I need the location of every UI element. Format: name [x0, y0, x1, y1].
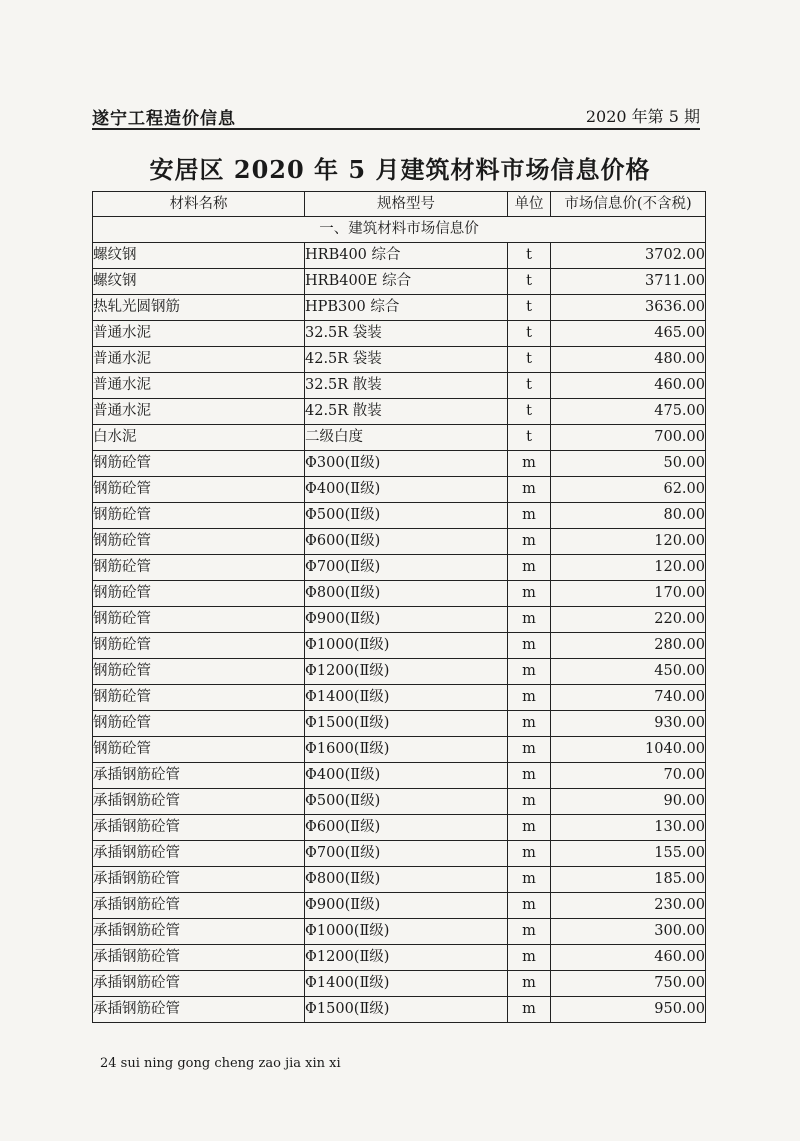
table-row	[93, 243, 706, 269]
material-name-cell: 钢筋砼管	[93, 451, 305, 477]
price-cell: 90.00	[551, 789, 706, 815]
table-row	[93, 451, 706, 477]
page-footer: 24 sui ning gong cheng zao jia xin xi	[100, 1056, 341, 1071]
material-name-cell: 普通水泥	[93, 321, 305, 347]
unit-cell: m	[508, 659, 551, 685]
price-cell: 62.00	[551, 477, 706, 503]
price-cell: 170.00	[551, 581, 706, 607]
material-name-cell: 钢筋砼管	[93, 581, 305, 607]
material-name-cell: 承插钢筋砼管	[93, 815, 305, 841]
table-row	[93, 373, 706, 399]
spec-cell: Φ1000(Ⅱ级)	[305, 919, 508, 945]
unit-cell: m	[508, 919, 551, 945]
column-header-price: 市场信息价(不含税)	[551, 192, 706, 217]
price-cell: 460.00	[551, 373, 706, 399]
spec-cell: Φ500(Ⅱ级)	[305, 503, 508, 529]
price-cell: 450.00	[551, 659, 706, 685]
spec-cell: Φ800(Ⅱ级)	[305, 867, 508, 893]
material-name-cell: 承插钢筋砼管	[93, 997, 305, 1023]
table-body	[93, 217, 706, 1023]
spec-cell: Φ400(Ⅱ级)	[305, 477, 508, 503]
table-row	[93, 347, 706, 373]
price-cell: 220.00	[551, 607, 706, 633]
price-cell: 475.00	[551, 399, 706, 425]
table-row	[93, 737, 706, 763]
price-cell: 740.00	[551, 685, 706, 711]
material-name-cell: 承插钢筋砼管	[93, 867, 305, 893]
unit-cell: m	[508, 763, 551, 789]
price-cell: 465.00	[551, 321, 706, 347]
spec-cell: Φ700(Ⅱ级)	[305, 841, 508, 867]
table-row	[93, 685, 706, 711]
table-row	[93, 269, 706, 295]
spec-cell: 32.5R 袋装	[305, 321, 508, 347]
price-cell: 700.00	[551, 425, 706, 451]
material-name-cell: 钢筋砼管	[93, 633, 305, 659]
column-header-unit: 单位	[508, 192, 551, 217]
spec-cell: Φ1500(Ⅱ级)	[305, 997, 508, 1023]
spec-cell: Φ900(Ⅱ级)	[305, 893, 508, 919]
material-name-cell: 普通水泥	[93, 347, 305, 373]
spec-cell: Φ1500(Ⅱ级)	[305, 711, 508, 737]
unit-cell: m	[508, 971, 551, 997]
unit-cell: m	[508, 633, 551, 659]
material-name-cell: 钢筋砼管	[93, 685, 305, 711]
price-cell: 230.00	[551, 893, 706, 919]
unit-cell: m	[508, 685, 551, 711]
unit-cell: m	[508, 737, 551, 763]
table-row	[93, 971, 706, 997]
price-cell: 185.00	[551, 867, 706, 893]
material-name-cell: 钢筋砼管	[93, 607, 305, 633]
unit-cell: t	[508, 243, 551, 269]
spec-cell: Φ1200(Ⅱ级)	[305, 659, 508, 685]
material-name-cell: 钢筋砼管	[93, 659, 305, 685]
table-row	[93, 555, 706, 581]
spec-cell: HRB400E 综合	[305, 269, 508, 295]
unit-cell: m	[508, 711, 551, 737]
table-row	[93, 633, 706, 659]
table-row	[93, 321, 706, 347]
unit-cell: t	[508, 425, 551, 451]
spec-cell: Φ800(Ⅱ级)	[305, 581, 508, 607]
table-row	[93, 867, 706, 893]
material-name-cell: 承插钢筋砼管	[93, 841, 305, 867]
table-row	[93, 997, 706, 1023]
table-row	[93, 919, 706, 945]
material-name-cell: 螺纹钢	[93, 269, 305, 295]
price-cell: 80.00	[551, 503, 706, 529]
publication-title: 遂宁工程造价信息	[92, 109, 236, 129]
spec-cell: Φ500(Ⅱ级)	[305, 789, 508, 815]
unit-cell: t	[508, 295, 551, 321]
price-cell: 280.00	[551, 633, 706, 659]
header-divider	[92, 128, 700, 130]
table-row	[93, 607, 706, 633]
price-cell: 120.00	[551, 529, 706, 555]
table-row	[93, 659, 706, 685]
material-name-cell: 钢筋砼管	[93, 477, 305, 503]
material-name-cell: 白水泥	[93, 425, 305, 451]
section-row	[93, 217, 706, 243]
unit-cell: m	[508, 477, 551, 503]
unit-cell: m	[508, 867, 551, 893]
spec-cell: 二级白度	[305, 425, 508, 451]
material-name-cell: 热轧光圆钢筋	[93, 295, 305, 321]
spec-cell: Φ1400(Ⅱ级)	[305, 971, 508, 997]
table-header-row	[93, 192, 706, 217]
unit-cell: t	[508, 269, 551, 295]
price-cell: 70.00	[551, 763, 706, 789]
price-cell: 3711.00	[551, 269, 706, 295]
spec-cell: HPB300 综合	[305, 295, 508, 321]
table-row	[93, 529, 706, 555]
spec-cell: Φ600(Ⅱ级)	[305, 529, 508, 555]
unit-cell: m	[508, 607, 551, 633]
spec-cell: Φ300(Ⅱ级)	[305, 451, 508, 477]
unit-cell: t	[508, 347, 551, 373]
unit-cell: m	[508, 815, 551, 841]
material-name-cell: 钢筋砼管	[93, 711, 305, 737]
table-row	[93, 815, 706, 841]
spec-cell: Φ900(Ⅱ级)	[305, 607, 508, 633]
column-header-spec: 规格型号	[305, 192, 508, 217]
price-cell: 50.00	[551, 451, 706, 477]
price-cell: 460.00	[551, 945, 706, 971]
table-row	[93, 711, 706, 737]
price-cell: 120.00	[551, 555, 706, 581]
spec-cell: 32.5R 散装	[305, 373, 508, 399]
material-name-cell: 螺纹钢	[93, 243, 305, 269]
material-name-cell: 普通水泥	[93, 373, 305, 399]
spec-cell: 42.5R 袋装	[305, 347, 508, 373]
table-row	[93, 763, 706, 789]
page-title: 安居区 2020 年 5 月建筑材料市场信息价格	[149, 155, 651, 184]
spec-cell: Φ1400(Ⅱ级)	[305, 685, 508, 711]
spec-cell: Φ1200(Ⅱ级)	[305, 945, 508, 971]
price-cell: 950.00	[551, 997, 706, 1023]
spec-cell: Φ400(Ⅱ级)	[305, 763, 508, 789]
table-row	[93, 581, 706, 607]
price-cell: 480.00	[551, 347, 706, 373]
price-cell: 3702.00	[551, 243, 706, 269]
table-row	[93, 399, 706, 425]
material-name-cell: 承插钢筋砼管	[93, 945, 305, 971]
material-name-cell: 普通水泥	[93, 399, 305, 425]
table-row	[93, 945, 706, 971]
unit-cell: t	[508, 321, 551, 347]
material-name-cell: 钢筋砼管	[93, 555, 305, 581]
unit-cell: m	[508, 581, 551, 607]
unit-cell: m	[508, 451, 551, 477]
table-row	[93, 841, 706, 867]
material-name-cell: 承插钢筋砼管	[93, 763, 305, 789]
spec-cell: Φ700(Ⅱ级)	[305, 555, 508, 581]
material-name-cell: 钢筋砼管	[93, 737, 305, 763]
spec-cell: Φ1600(Ⅱ级)	[305, 737, 508, 763]
unit-cell: t	[508, 373, 551, 399]
table-row	[93, 425, 706, 451]
unit-cell: m	[508, 503, 551, 529]
section-title: 一、建筑材料市场信息价	[93, 217, 706, 243]
table-row	[93, 503, 706, 529]
price-cell: 930.00	[551, 711, 706, 737]
price-cell: 130.00	[551, 815, 706, 841]
spec-cell: 42.5R 散装	[305, 399, 508, 425]
material-name-cell: 承插钢筋砼管	[93, 789, 305, 815]
table-row	[93, 893, 706, 919]
price-table	[92, 191, 706, 1023]
spec-cell: Φ600(Ⅱ级)	[305, 815, 508, 841]
spec-cell: HRB400 综合	[305, 243, 508, 269]
unit-cell: m	[508, 893, 551, 919]
material-name-cell: 钢筋砼管	[93, 529, 305, 555]
price-cell: 155.00	[551, 841, 706, 867]
price-cell: 3636.00	[551, 295, 706, 321]
table-row	[93, 789, 706, 815]
price-cell: 1040.00	[551, 737, 706, 763]
material-name-cell: 承插钢筋砼管	[93, 919, 305, 945]
column-header-material-name: 材料名称	[93, 192, 305, 217]
material-name-cell: 承插钢筋砼管	[93, 893, 305, 919]
unit-cell: t	[508, 399, 551, 425]
issue-number: 2020 年第 5 期	[585, 107, 700, 126]
table-row	[93, 477, 706, 503]
price-cell: 750.00	[551, 971, 706, 997]
table-row	[93, 295, 706, 321]
material-name-cell: 承插钢筋砼管	[93, 971, 305, 997]
spec-cell: Φ1000(Ⅱ级)	[305, 633, 508, 659]
unit-cell: m	[508, 555, 551, 581]
unit-cell: m	[508, 529, 551, 555]
unit-cell: m	[508, 789, 551, 815]
unit-cell: m	[508, 997, 551, 1023]
unit-cell: m	[508, 945, 551, 971]
price-cell: 300.00	[551, 919, 706, 945]
unit-cell: m	[508, 841, 551, 867]
page-header	[92, 100, 700, 128]
material-name-cell: 钢筋砼管	[93, 503, 305, 529]
